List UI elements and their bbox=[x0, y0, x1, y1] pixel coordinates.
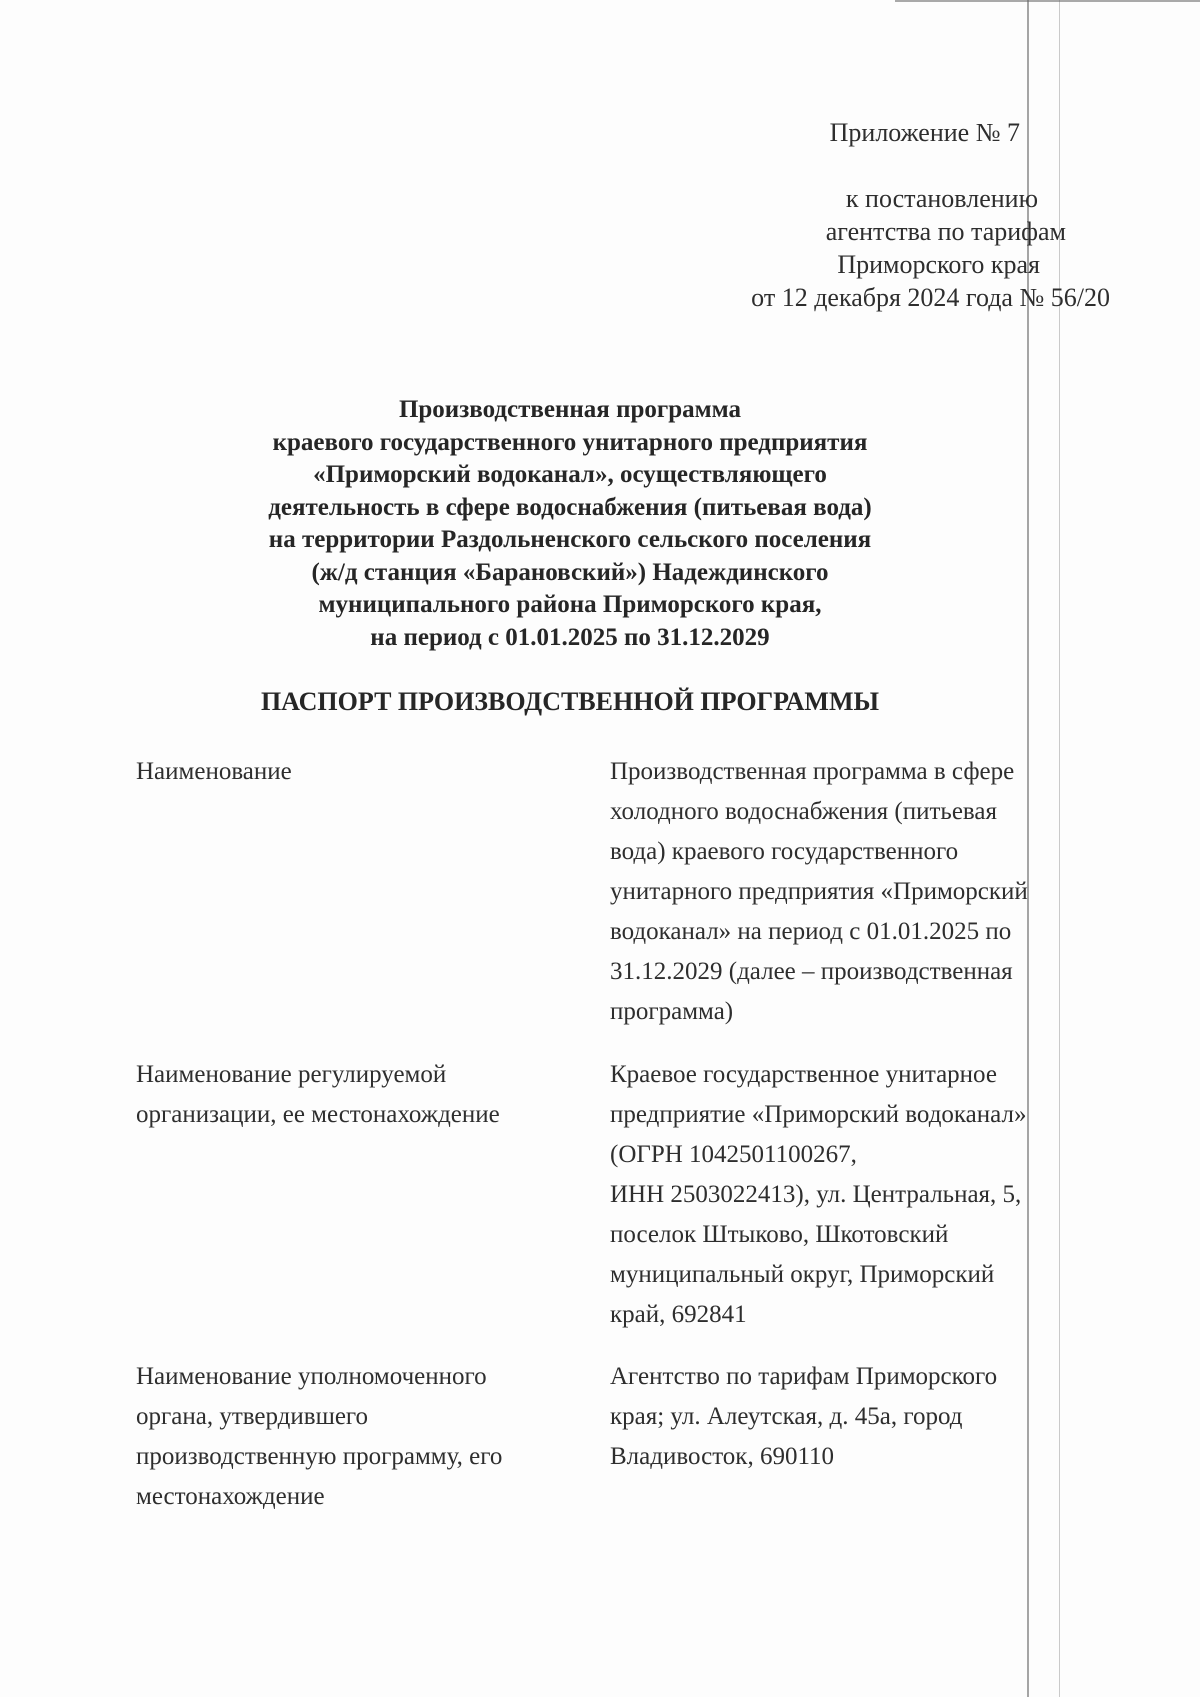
value-line: программа) bbox=[610, 998, 734, 1025]
label-line: Наименование уполномоченного bbox=[136, 1363, 487, 1390]
row-label bbox=[136, 1055, 576, 1135]
value-line: ИНН 2503022413), ул. Центральная, 5, bbox=[610, 1181, 1022, 1208]
label-line: Наименование bbox=[136, 758, 292, 785]
value-line: предприятие «Приморский водоканал» bbox=[610, 1101, 1027, 1128]
value-line: Агентство по тарифам Приморского bbox=[610, 1363, 998, 1390]
appendix-number: Приложение № 7 bbox=[829, 118, 1020, 147]
row-label bbox=[136, 752, 576, 792]
appendix-line: к постановлению bbox=[845, 184, 1038, 213]
row-value bbox=[610, 752, 1090, 1032]
value-line: края; ул. Алеутская, д. 45а, город bbox=[610, 1403, 963, 1430]
appendix-reference bbox=[590, 182, 1110, 314]
title-line: краевого государственного унитарного предприятия bbox=[272, 428, 868, 456]
appendix-line: Приморского края bbox=[837, 250, 1040, 279]
title-line: Производственная программа bbox=[398, 396, 742, 423]
value-line: унитарного предприятия «Приморский bbox=[610, 878, 1028, 905]
passport-heading: ПАСПОРТ ПРОИЗВОДСТВЕННОЙ ПРОГРАММЫ bbox=[260, 687, 880, 716]
value-line: холодного водоснабжения (питьевая bbox=[610, 798, 997, 825]
row-value bbox=[610, 1357, 1090, 1477]
value-line: вода) краевого государственного bbox=[610, 838, 959, 865]
value-line: Владивосток, 690110 bbox=[610, 1443, 835, 1470]
value-line: (ОГРН 1042501100267, bbox=[610, 1141, 857, 1168]
label-line: Наименование регулируемой bbox=[136, 1061, 447, 1088]
label-line: местонахождение bbox=[136, 1483, 325, 1510]
appendix-line: агентства по тарифам bbox=[825, 217, 1066, 246]
value-line: поселок Штыково, Шкотовский bbox=[610, 1221, 949, 1248]
document-title bbox=[210, 394, 930, 654]
value-line: Производственная программа в сфере bbox=[610, 758, 1015, 785]
appendix-line: от 12 декабря 2024 года № 56/20 bbox=[751, 283, 1110, 312]
title-line: муниципального района Приморского края, bbox=[318, 591, 822, 618]
value-line: муниципальный округ, Приморский bbox=[610, 1261, 995, 1288]
title-line: (ж/д станция «Барановский») Надеждинского bbox=[311, 558, 829, 586]
value-line: Краевое государственное унитарное bbox=[610, 1061, 997, 1088]
label-line: органа, утвердившего bbox=[136, 1403, 369, 1430]
value-line: 31.12.2029 (далее – производственная bbox=[610, 958, 1013, 985]
value-line: край, 692841 bbox=[610, 1301, 747, 1328]
label-line: организации, ее местонахождение bbox=[136, 1101, 500, 1128]
title-line: «Приморский водоканал», осуществляющего bbox=[313, 461, 827, 488]
title-line: деятельность в сфере водоснабжения (питьевая вода) bbox=[268, 493, 872, 521]
row-label bbox=[136, 1357, 576, 1517]
label-line: производственную программу, его bbox=[136, 1443, 503, 1470]
scan-artifact-top bbox=[895, 0, 1200, 2]
title-line: на территории Раздольненского сельского поселения bbox=[268, 526, 872, 553]
value-line: водоканал» на период с 01.01.2025 по bbox=[610, 918, 1012, 945]
row-value bbox=[610, 1055, 1090, 1335]
title-line: на период с 01.01.2025 по 31.12.2029 bbox=[370, 623, 770, 651]
